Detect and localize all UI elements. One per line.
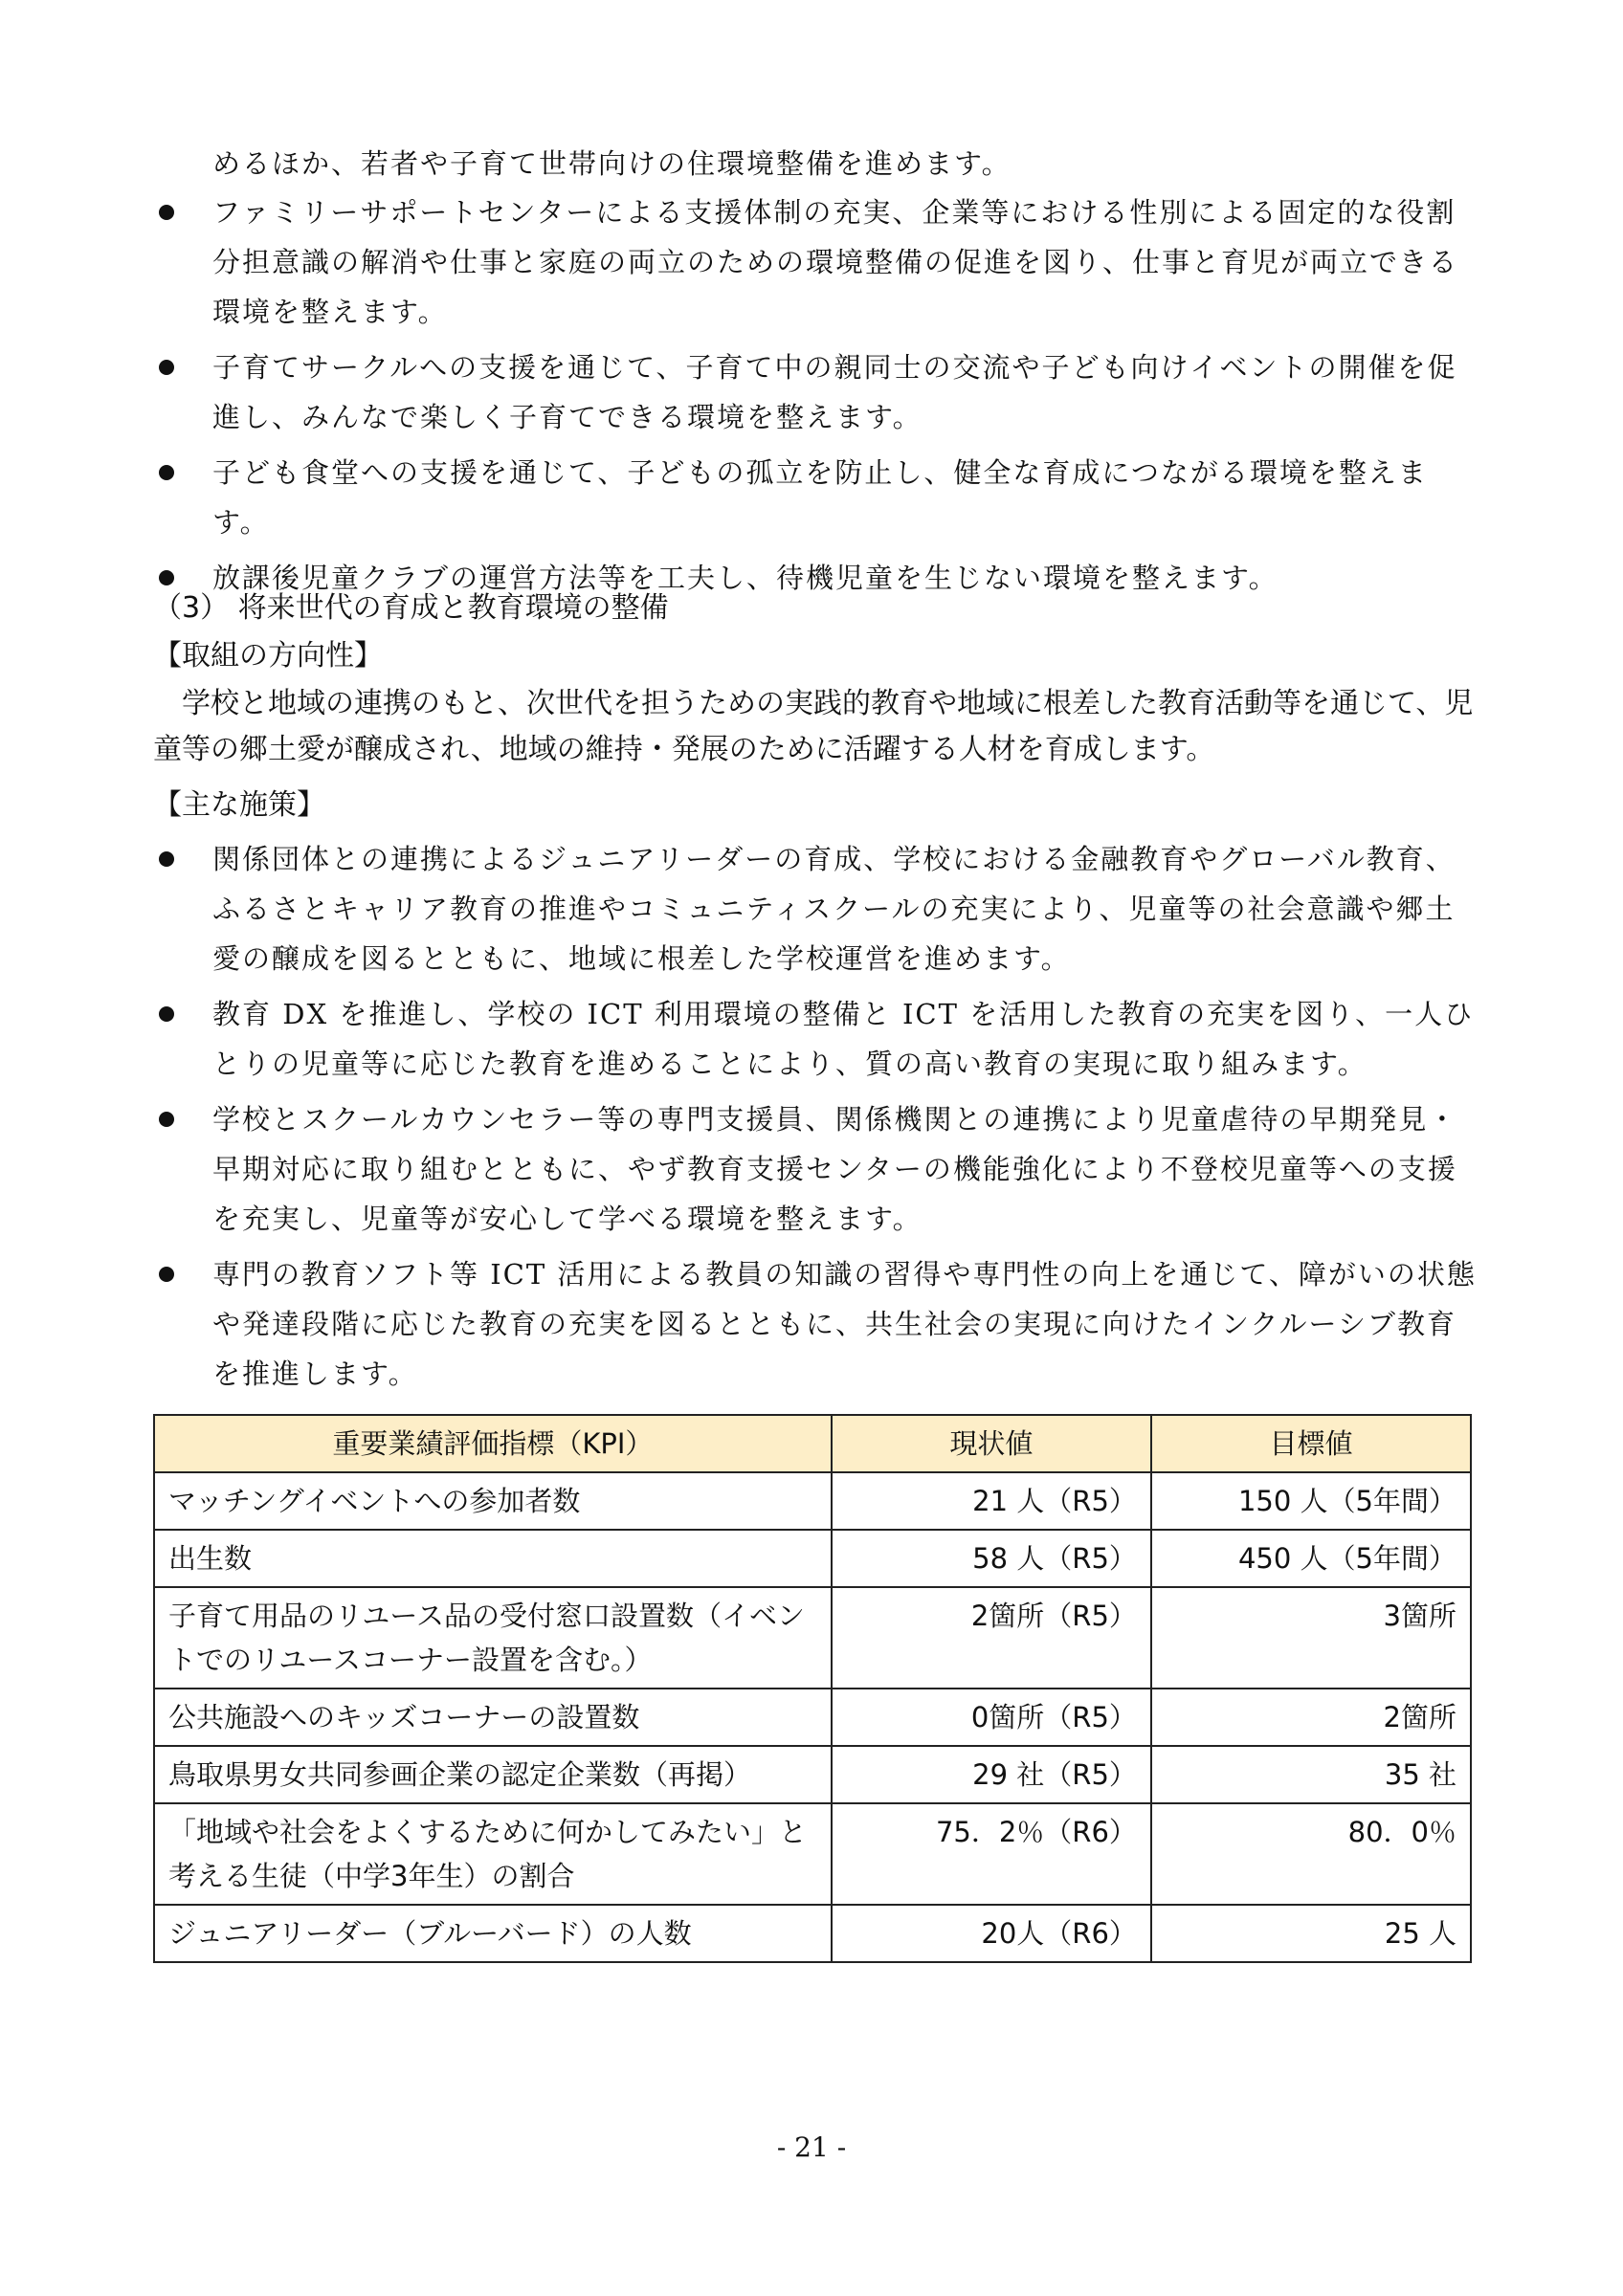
list-item bbox=[153, 448, 1483, 547]
measures-heading: 【主な施策】 bbox=[153, 788, 325, 822]
target-value-cell: 150 人（5年間） bbox=[1151, 1472, 1471, 1530]
kpi-cell: マッチングイベントへの参加者数 bbox=[154, 1472, 832, 1530]
target-value-cell: 2箇所 bbox=[1151, 1689, 1471, 1746]
bullet-text: 関係団体との連携によるジュニアリーダーの育成、学校における金融教育やグローバル教育、ふるさとキャリア教育の推進やコミュニティスクールの充実により、児童等の社会意識や郷土愛の醸成を図るとともに、地域に根差した学校運営を進めます。 bbox=[212, 843, 1456, 975]
column-header-target: 目標値 bbox=[1151, 1415, 1471, 1472]
table-header-row bbox=[154, 1415, 1471, 1472]
column-header-current: 現状値 bbox=[832, 1415, 1151, 1472]
kpi-cell: 鳥取県男女共同参画企業の認定企業数（再掲） bbox=[154, 1746, 832, 1803]
kpi-cell: ジュニアリーダー（ブルーバード）の人数 bbox=[154, 1905, 832, 1962]
target-value-cell: 25 人 bbox=[1151, 1905, 1471, 1962]
target-value-cell: 80．0％ bbox=[1151, 1803, 1471, 1905]
bullet-icon bbox=[159, 465, 174, 480]
bullet-list-measures bbox=[153, 834, 1483, 1404]
current-value-cell: 2箇所（R5） bbox=[832, 1587, 1151, 1689]
list-item bbox=[153, 834, 1483, 983]
current-value-cell: 20人（R6） bbox=[832, 1905, 1151, 1962]
target-value-cell: 35 社 bbox=[1151, 1746, 1471, 1803]
kpi-table bbox=[153, 1414, 1472, 1963]
table-row bbox=[154, 1530, 1471, 1587]
bullet-text: 教育 DX を推進し、学校の ICT 利用環境の整備と ICT を活用した教育の充実を図り、一人ひとりの児童等に応じた教育を進めることにより、質の高い教育の実現に取り組みます。 bbox=[212, 998, 1475, 1080]
list-item bbox=[153, 1094, 1483, 1244]
bullet-text: 学校とスクールカウンセラー等の専門支援員、関係機関との連携により児童虐待の早期発見・早期対応に取り組むとともに、やず教育支援センターの機能強化により不登校児童等への支援を充実し、児童等が安心して学べる環境を整えます。 bbox=[212, 1103, 1458, 1235]
current-value-cell: 75．2％（R6） bbox=[832, 1803, 1151, 1905]
table-row bbox=[154, 1472, 1471, 1530]
bullet-text: 専門の教育ソフト等 ICT 活用による教員の知識の習得や専門性の向上を通じて、障がいの状態や発達段階に応じた教育の充実を図るとともに、共生社会の実現に向けたインクルーシブ教育を推進します。 bbox=[212, 1258, 1477, 1390]
table-row bbox=[154, 1905, 1471, 1962]
bullet-text: 子育てサークルへの支援を通じて、子育て中の親同士の交流や子ども向けイベントの開催を促進し、みんなで楽しく子育てできる環境を整えます。 bbox=[212, 351, 1457, 433]
target-value-cell: 3箇所 bbox=[1151, 1587, 1471, 1689]
bullet-icon bbox=[159, 1267, 174, 1282]
table-row bbox=[154, 1689, 1471, 1746]
bullet-text: ファミリーサポートセンターによる支援体制の充実、企業等における性別による固定的な役割分担意識の解消や仕事と家庭の両立のための環境整備の促進を図り、仕事と育児が両立できる環境を整えます。 bbox=[212, 196, 1459, 328]
bullet-icon bbox=[159, 851, 174, 867]
list-item bbox=[153, 1249, 1483, 1399]
column-header-kpi: 重要業績評価指標（KPI） bbox=[154, 1415, 832, 1472]
current-value-cell: 29 社（R5） bbox=[832, 1746, 1151, 1803]
list-item bbox=[153, 188, 1483, 337]
current-value-cell: 0箇所（R5） bbox=[832, 1689, 1151, 1746]
table-row bbox=[154, 1746, 1471, 1803]
continuation-text: めるほか、若者や子育て世帯向けの住環境整備を進めます。 bbox=[212, 147, 1012, 180]
bullet-icon bbox=[159, 205, 174, 220]
direction-heading: 【取組の方向性】 bbox=[153, 639, 383, 673]
list-item bbox=[153, 989, 1483, 1089]
target-value-cell: 450 人（5年間） bbox=[1151, 1530, 1471, 1587]
kpi-cell: 出生数 bbox=[154, 1530, 832, 1587]
bullet-icon bbox=[159, 1112, 174, 1127]
table-row bbox=[154, 1803, 1471, 1905]
page-number: - 21 - bbox=[776, 2131, 847, 2163]
bullet-icon bbox=[159, 360, 174, 375]
bullet-text: 放課後児童クラブの運営方法等を工夫し、待機児童を生じない環境を整えます。 bbox=[212, 562, 1278, 594]
bullet-text: 子ども食堂への支援を通じて、子どもの孤立を防止し、健全な育成につながる環境を整えます。 bbox=[212, 456, 1428, 539]
direction-paragraph: 学校と地域の連携のもと、次世代を担うための実践的教育や地域に根差した教育活動等を通じて、児童等の郷土愛が醸成され、地域の維持・発展のために活躍する人材を育成します。 bbox=[153, 687, 1474, 766]
current-value-cell: 58 人（R5） bbox=[832, 1530, 1151, 1587]
current-value-cell: 21 人（R5） bbox=[832, 1472, 1151, 1530]
table-row bbox=[154, 1587, 1471, 1689]
bullet-icon bbox=[159, 1006, 174, 1022]
bullet-list-support bbox=[153, 188, 1483, 608]
kpi-cell: 子育て用品のリユース品の受付窓口設置数（イベントでのリユースコーナー設置を含む。） bbox=[154, 1587, 832, 1689]
kpi-cell: 公共施設へのキッズコーナーの設置数 bbox=[154, 1689, 832, 1746]
kpi-cell: 「地域や社会をよくするために何かしてみたい」と考える生徒（中学3年生）の割合 bbox=[154, 1803, 832, 1905]
list-item bbox=[153, 342, 1483, 442]
section-title: （3） 将来世代の育成と教育環境の整備 bbox=[153, 591, 669, 625]
